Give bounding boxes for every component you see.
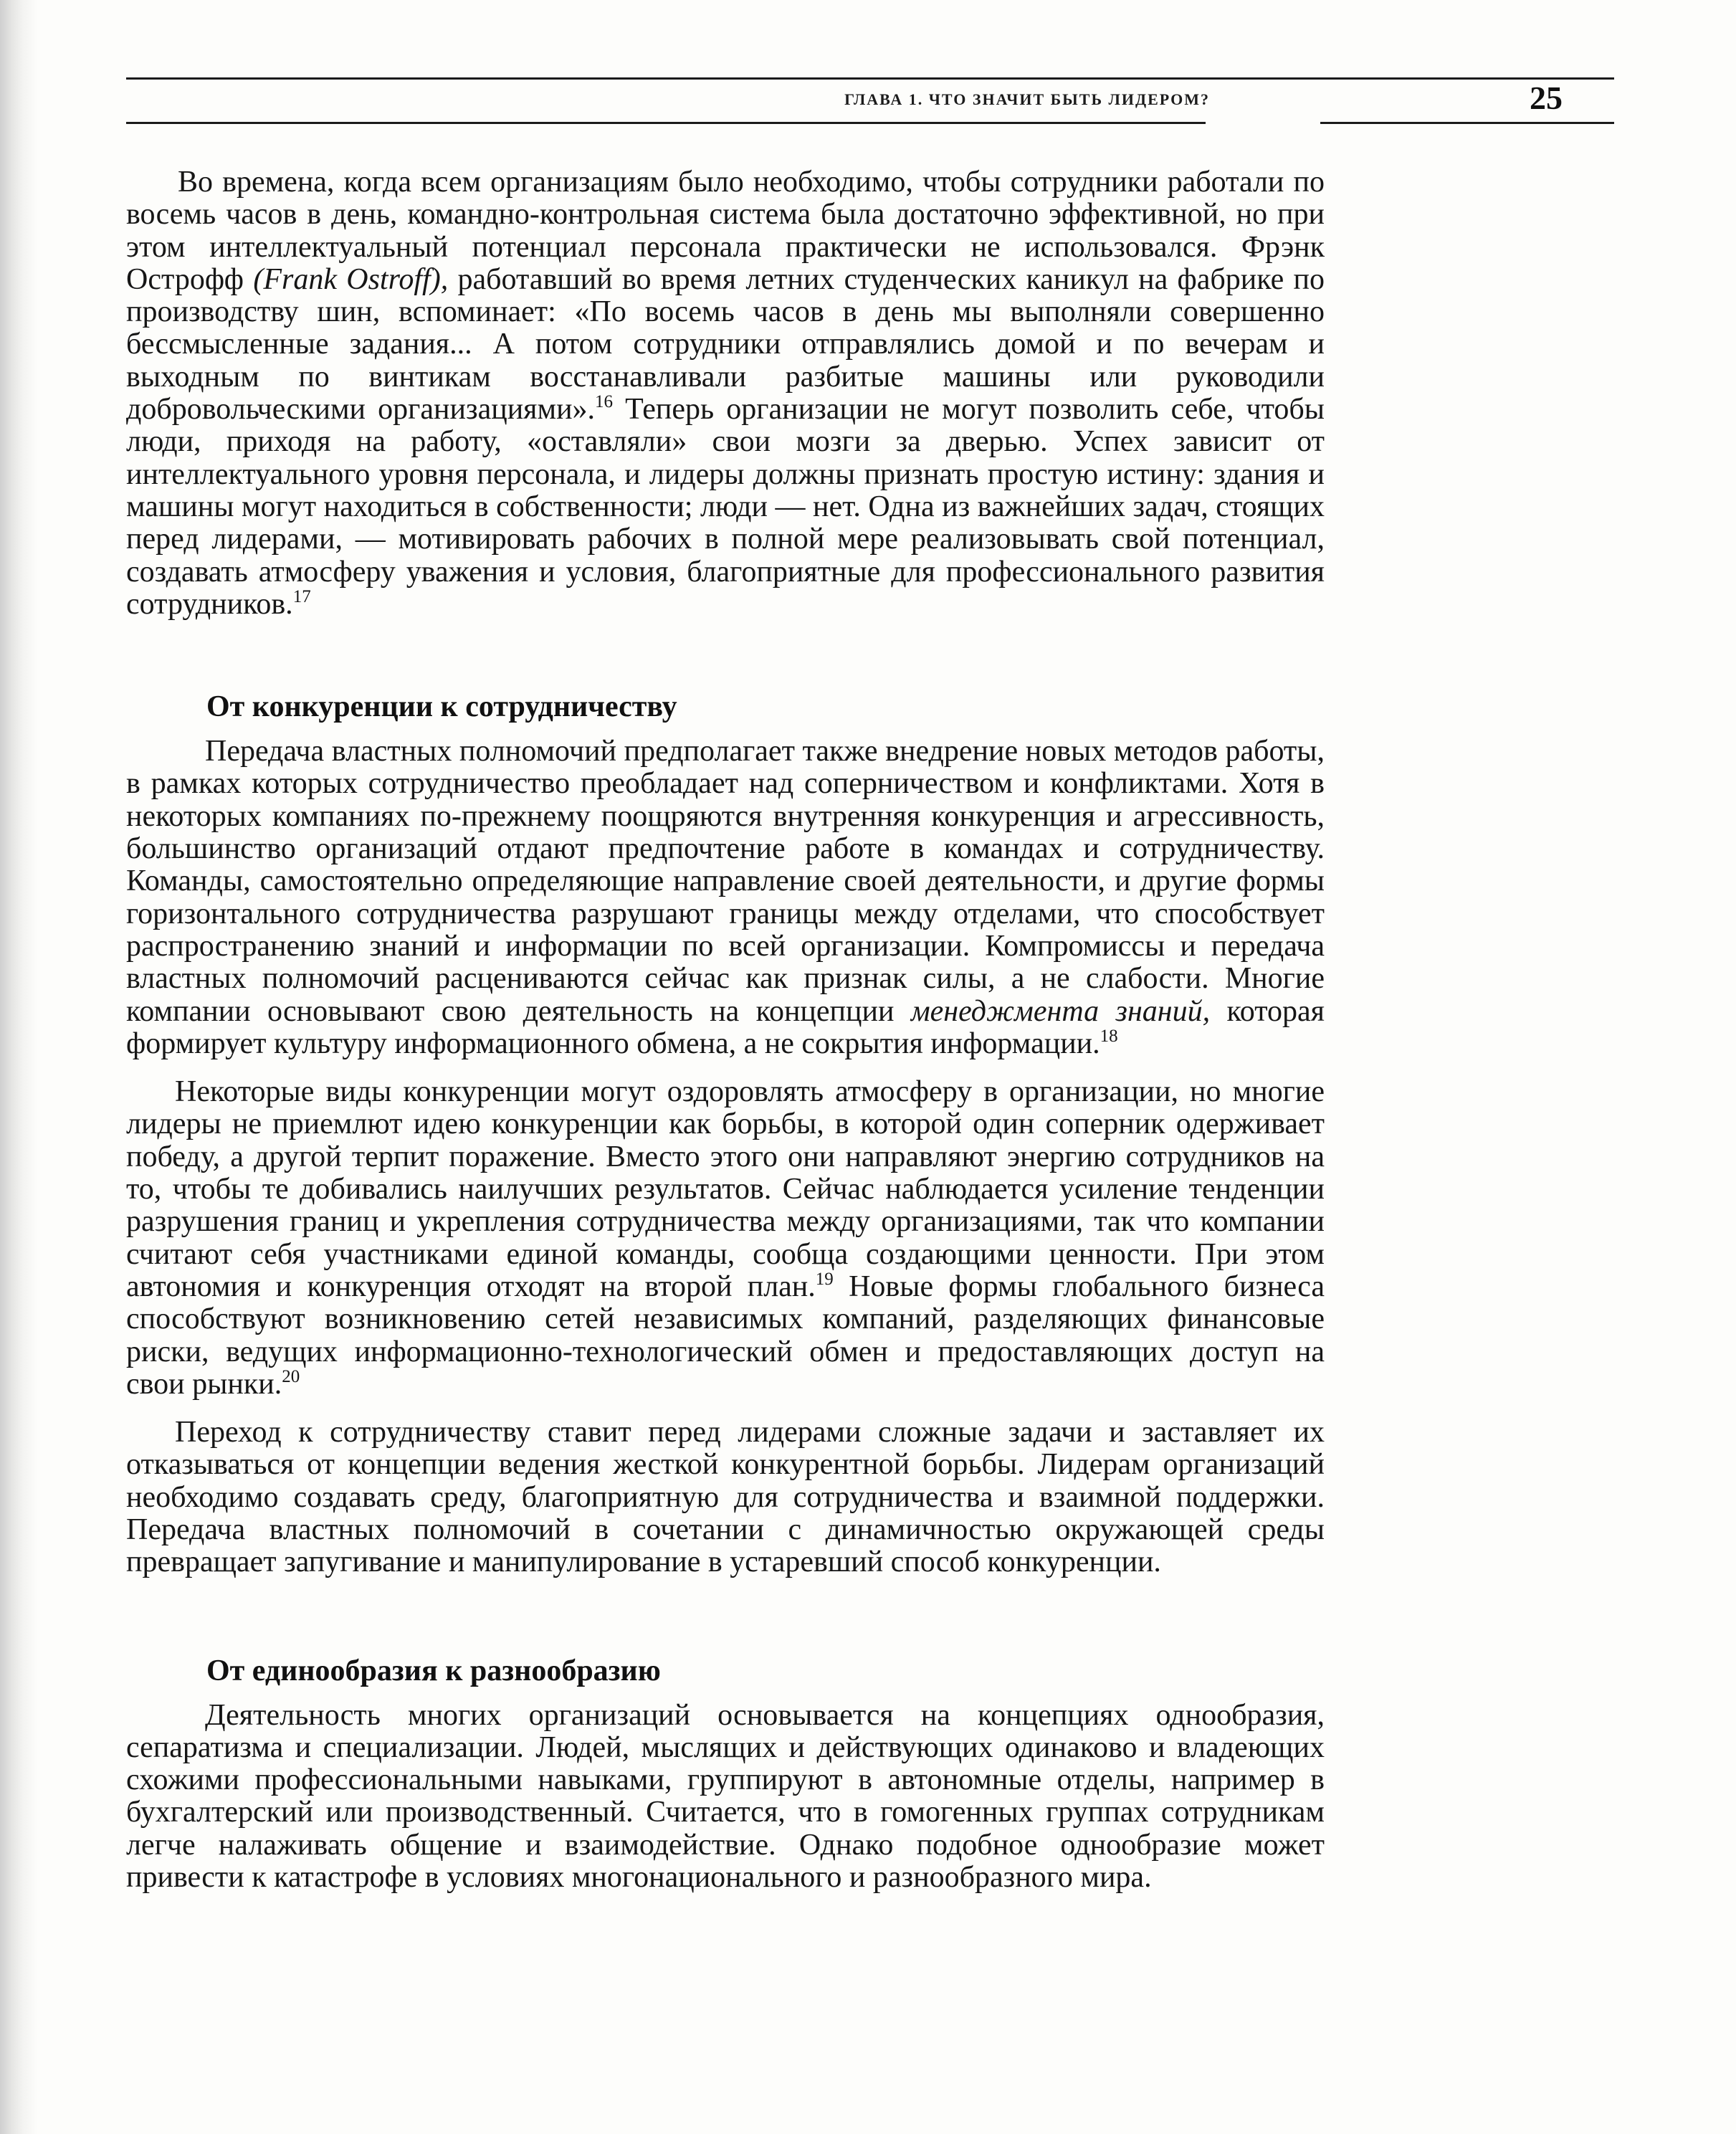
paragraph-text: Новые формы глобального бизнеса способствуют возникновению сетей независимых компаний, разделяющих финансовые риски, ведущих информационно-технологический обмен и предоставляющих доступ на свои рынки. [126, 1270, 1325, 1401]
page-number: 25 [1530, 80, 1563, 116]
header-bottom-rule-right [1320, 122, 1614, 124]
paragraph-text: Передача властных полномочий предполагает также внедрение новых методов работы, в рамках которых сотрудничество преобладает над соперничеством и конфликтами. Хотя в некоторых компаниях по-прежнему поощряются внутренняя конкуренция и агрессивность, большинство организаций отдают предпочтение работе в командах и сотрудничеству. Команды, самостоятельно определяющие направление своей деятельности, и другие формы горизонтального сотрудничества разрушают границы между отделами, что способствует распространению знаний и информации по всей организации. Компромиссы и передача властных полномочий расцениваются сейчас как признак силы, а не слабости. Многие компании основывают свою деятельность на концепции [126, 735, 1325, 1028]
page-binding-shadow [0, 0, 37, 2134]
section-heading: От единообразия к разнообразию [206, 1654, 661, 1687]
paragraph-text: Во времена, когда всем организациям было необходимо, чтобы сотрудники работали по восемь часов в день, командно-контрольная система была достаточно эффективной, но при этом интеллектуальный потенциал персонала практически не использовался. Фрэнк Острофф [126, 166, 1325, 296]
paragraph [126, 166, 1325, 621]
footnote-ref: 18 [1100, 1026, 1118, 1046]
paragraph [126, 1076, 1325, 1401]
footnote-ref: 20 [282, 1366, 300, 1386]
running-head: ГЛАВА 1. ЧТО ЗНАЧИТ БЫТЬ ЛИДЕРОМ? [844, 90, 1210, 108]
key-term: менеджмента знаний, [910, 994, 1211, 1028]
header-bottom-rule-left [126, 122, 1206, 124]
paragraph-text: Теперь организации не могут позволить себе, чтобы люди, приходя на работу, «оставляли» свои мозги за дверью. Успех зависит от интеллектуального уровня персонала, и лидеры должны признать простую истину: здания и машины могут находиться в собственности; люди — нет. Одна из важнейших задач, стоящих перед лидерами, — мотивировать рабочих в полной мере реализовывать свой потенциал, создавать атмосферу уважения и условия, благоприятные для профессионального развития сотрудников. [126, 393, 1325, 621]
paragraph-text: которая формирует культуру информационного обмена, а не сокрытия информации. [126, 994, 1325, 1060]
footnote-ref: 16 [595, 392, 614, 412]
footnote-ref: 17 [292, 586, 311, 606]
page-body [126, 166, 1325, 1910]
section-heading: От конкуренции к сотрудничеству [206, 690, 677, 724]
paragraph: Переход к сотрудничеству ставит перед лидерами сложные задачи и заставляет их отказываться от концепции ведения жесткой конкурентной борьбы. Лидерам организаций необходимо создавать среду, благоприятную для сотрудничества и взаимной поддержки. Передача властных полномочий в сочетании с динамичностью окружающей среды превращает запугивание и манипулирование в устаревший способ конкуренции. [126, 1416, 1325, 1579]
footnote-ref: 19 [815, 1269, 834, 1289]
paragraph-text: Некоторые виды конкуренции могут оздоровлять атмосферу в организации, но многие лидеры не приемлют идею конкуренции как борьбы, в которой один соперник одерживает победу, а другой терпит поражение. Вместо этого они направляют энергию сотрудников на то, чтобы те добивались наилучших результатов. Сейчас наблюдается усиление тенденции разрушения границ и укрепления сотрудничества между организациями, так что компании считают себя участниками единой команды, сообща создающими ценности. При этом автономия и конкуренция отходят на второй план. [126, 1075, 1325, 1303]
paragraph: Деятельность многих организаций основывается на концепциях однообразия, сепаратизма и специализации. Людей, мыслящих и действующих одинаково и владеющих схожими профессиональными навыками, группируют в автономные отделы, например в бухгалтерский или производственный. Считается, что в гомогенных группах сотрудникам легче налаживать общение и взаимодействие. Однако подобное однообразие может привести к катастрофе в условиях многонационального и разнообразного мира. [126, 1698, 1325, 1895]
paragraph-text: работавший во время летних студенческих каникул на фабрике по производству шин, вспоминает: «По восемь часов в день мы выполняли совершенно бессмысленные задания... А потом сотрудники отправлялись домой и по вечерам и выходным по винтикам восстанавливали разбитые машины или руководили добровольческими организациями». [126, 262, 1325, 427]
foreign-name: (Frank Ostroff), [253, 262, 449, 296]
header-top-rule [126, 77, 1614, 80]
paragraph [126, 735, 1325, 1060]
